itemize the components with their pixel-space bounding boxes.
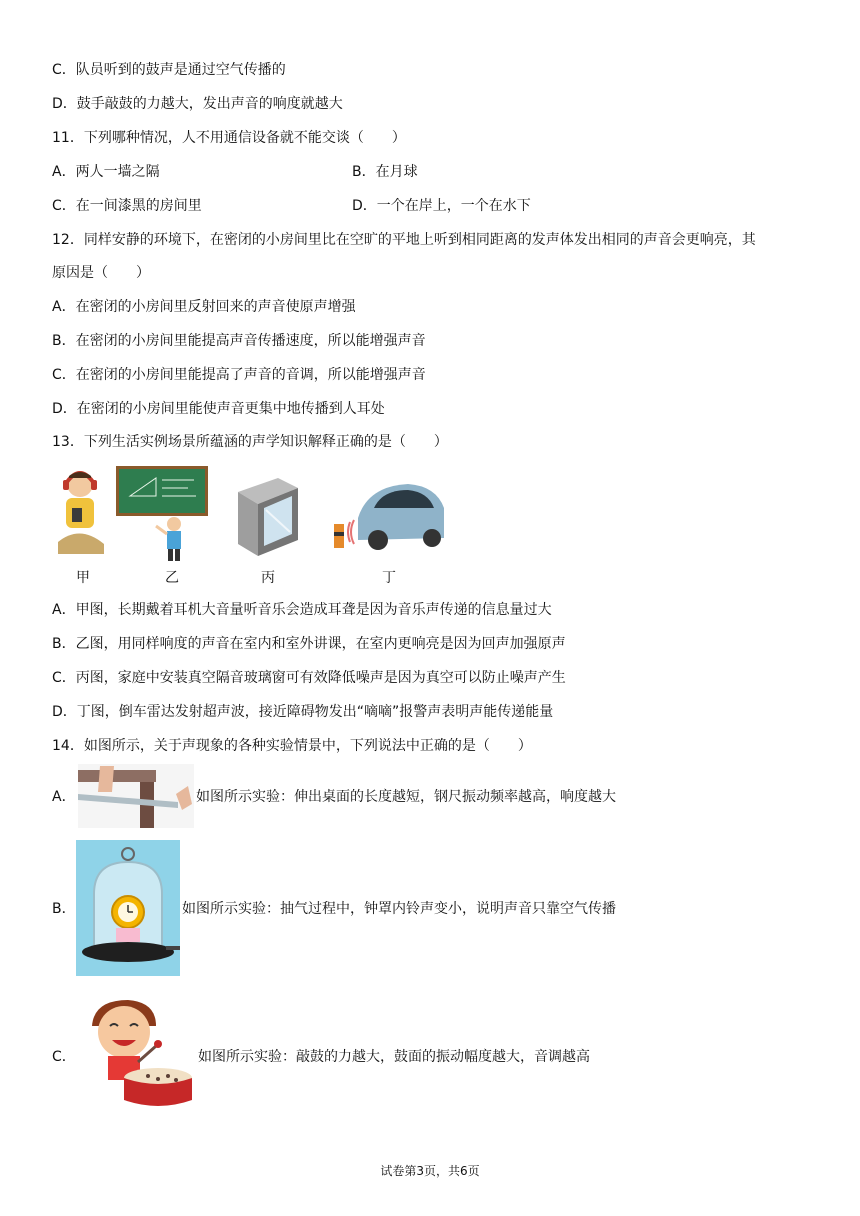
q11-option-d: D．一个在岸上，一个在水下: [352, 198, 531, 214]
q14-option-c: 如图所示实验：敲鼓的力越大，鼓面的振动幅度越大，音调越高: [198, 1049, 590, 1065]
q13-option-a: A．甲图，长期戴着耳机大音量听音乐会造成耳聋是因为音乐声传递的信息量过大: [52, 602, 552, 618]
q14-option-a: 如图所示实验：伸出桌面的长度越短，钢尺振动频率越高，响度越大: [196, 789, 616, 805]
q10-option-c: C．队员听到的鼓声是通过空气传播的: [52, 62, 286, 78]
boy-drumming-figure: [84, 996, 196, 1112]
q12-option-b: B．在密闭的小房间里能提高声音传播速度，所以能增强声音: [52, 333, 426, 349]
q13-option-b: B．乙图，用同样响度的声音在室内和室外讲课，在室内更响亮是因为回声加强原声: [52, 636, 566, 652]
q14-stem: 14．如图所示，关于声现象的各种实验情景中，下列说法中正确的是（ ）: [52, 738, 532, 754]
q14-option-b-label: B．: [52, 901, 76, 917]
figure-caption-ding: 丁: [382, 570, 396, 586]
page-footer: 试卷第3页，共6页: [380, 1164, 480, 1178]
parking-radar-car-figure: [328, 478, 448, 558]
q14-option-c-label: C．: [52, 1049, 76, 1065]
q13-stem: 13．下列生活实例场景所蕴涵的声学知识解释正确的是（ ）: [52, 434, 448, 450]
blackboard-teacher-figure: [116, 466, 208, 562]
bell-jar-alarm-figure: [76, 840, 180, 976]
q12-option-d: D．在密闭的小房间里能使声音更集中地传播到人耳处: [52, 401, 385, 417]
q11-option-b: B．在月球: [352, 164, 418, 180]
q13-option-d: D．丁图，倒车雷达发射超声波，接近障碍物发出“嘀嘀”报警声表明声能传递能量: [52, 704, 554, 720]
figure-caption-jia: 甲: [76, 570, 90, 586]
q12-stem-line2: 原因是（ ）: [52, 265, 150, 281]
q14-option-a-label: A．: [52, 789, 76, 805]
q12-option-c: C．在密闭的小房间里能提高了声音的音调，所以能增强声音: [52, 367, 426, 383]
q12-option-a: A．在密闭的小房间里反射回来的声音使原声增强: [52, 299, 356, 315]
q11-option-c: C．在一间漆黑的房间里: [52, 198, 202, 214]
q11-option-a: A．两人一墙之隔: [52, 164, 160, 180]
soundproof-window-figure: [232, 474, 304, 558]
q13-option-c: C．丙图，家庭中安装真空隔音玻璃窗可有效降低噪声是因为真空可以防止噪声产生: [52, 670, 566, 686]
q10-option-d: D．鼓手敲鼓的力越大，发出声音的响度就越大: [52, 96, 343, 112]
figure-caption-yi: 乙: [165, 570, 179, 586]
ruler-on-desk-figure: [78, 764, 194, 828]
q11-stem: 11．下列哪种情况，人不用通信设备就不能交谈（ ）: [52, 130, 406, 146]
headphones-person-figure: [52, 464, 110, 560]
q14-option-b: 如图所示实验：抽气过程中，钟罩内铃声变小，说明声音只靠空气传播: [182, 901, 616, 917]
q12-stem-line1: 12．同样安静的环境下，在密闭的小房间里比在空旷的平地上听到相同距离的发声体发出相同的声音会更响亮，其: [52, 232, 756, 248]
figure-caption-bing: 丙: [261, 570, 275, 586]
